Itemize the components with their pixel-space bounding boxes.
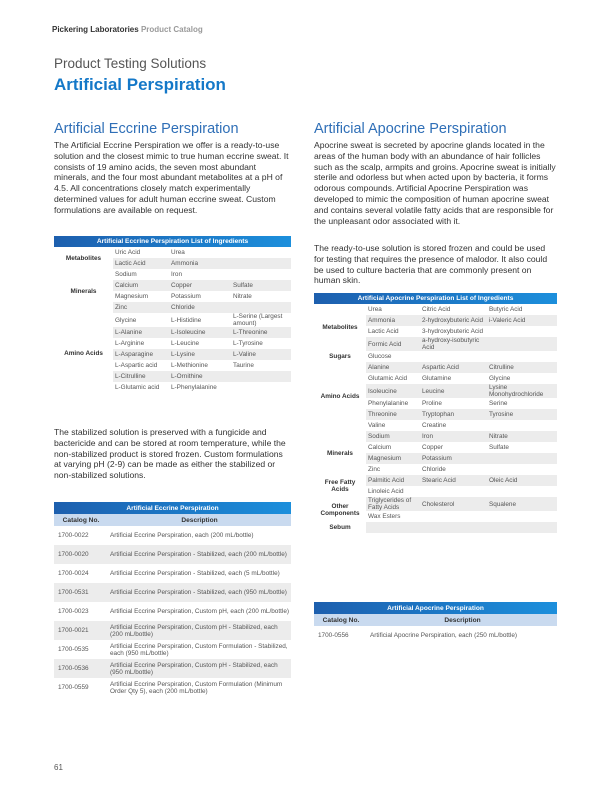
ingredient-cell [420,351,487,362]
ingredient-cell [487,464,557,475]
ingredient-cell: L-Arginine [115,340,145,347]
ingredient-cell [231,258,291,269]
catalog-description: Artificial Eccrine Perspiration, Custom Formulation - Stabilized, each (950 mL/bottle) [110,642,288,657]
ingredient-cell [420,486,487,497]
ingredient-cell: L-Threonine [231,327,291,338]
ingredient-cell: Linoleic Acid [368,488,404,495]
ingredient-cell: L-Serine (Largest amount) [233,313,283,327]
ingredient-cell: Cholesterol [420,497,487,511]
ingredient-cell: Chloride [422,466,446,473]
ingredient-cell: Phenylalanine [368,400,409,407]
ingredient-cell: Glucose [368,353,392,360]
eccrine-stabilized-text: The stabilized solution is preserved with a fungicide and bactericide and can be stored at room temperature, while the non-stabilized product is stored frozen. Custom formulations at varying pH (2-9) can be made as either the stabilized or non-stabilized solutions. [54,427,286,481]
catalog-description: Artificial Eccrine Perspiration, Custom pH - Stabilized, each (200 mL/bottle) [108,621,291,640]
ingredient-cell: L-Histidine [171,316,202,324]
ingredient-cell [487,420,557,431]
ingredient-group-label: Amino Acids [54,313,113,393]
ingredient-group-label: Minerals [54,269,113,313]
apocrine-col-catalog: Catalog No. [314,614,368,626]
ingredient-cell: Glutamine [422,375,452,382]
ingredient-row [314,351,557,362]
ingredient-cell: L-Citrulline [113,371,169,382]
catalog-row [54,621,291,640]
eccrine-intro: The Artificial Eccrine Perspiration we offer is a ready-to-use solution and the closest mimic to true human eccrine sweat. It consists of 19 amino acids, the seven most abundant minerals, and the four most abundant metabolites at a pH of 4.5. All concentrations closely match experimentally determined values for adult human eccrine sweat. Custom formulations are available on request. [54,140,289,215]
ingredient-cell: Triglycerides of Fatty Acids [366,497,420,511]
ingredient-cell [487,486,557,497]
ingredient-cell: Lysine Monohydrochloride [487,384,557,398]
ingredient-row [314,362,557,373]
ingredient-cell: Stearic Acid [420,475,487,486]
ingredient-group-label: Other Components [314,497,366,522]
ingredient-cell: Magnesium [115,293,149,300]
catalog-number: 1700-0022 [58,532,89,539]
ingredient-cell: Valine [368,422,386,429]
eccrine-col-catalog: Catalog No. [54,514,108,526]
ingredient-cell: Potassium [171,293,201,300]
ingredient-row [54,313,291,327]
catalog-description: Artificial Eccrine Perspiration - Stabilized, each (5 mL/bottle) [110,570,280,577]
catalog-number: 1700-0535 [58,646,89,653]
catalog-label: Product Catalog [140,25,203,34]
ingredient-cell: i-Valeric Acid [487,315,557,326]
ingredient-cell: Formic Acid [366,337,420,351]
catalog-number: 1700-0531 [54,583,108,602]
catalog-row [54,564,291,583]
ingredient-cell: Serine [489,400,508,407]
ingredient-cell: L-Alanine [113,327,169,338]
ingredient-cell: Citric Acid [422,306,451,313]
apocrine-col-description: Description [368,614,557,626]
ingredient-cell: Calcium [368,444,392,451]
ingredient-cell: 2-hydroxybuteric Acid [420,315,487,326]
apocrine-storage-text: The ready-to-use solution is stored frozen and could be used for testing that requires the presence of malodor. It also could be used to culture bacteria that are commonly present on human skin. [314,243,548,286]
ingredient-cell [231,247,291,258]
catalog-number: 1700-0559 [58,684,89,691]
ingredient-cell: Nitrate [233,293,252,300]
ingredient-cell: Tyrosine [487,409,557,420]
brand-name: Pickering Laboratories [52,25,139,34]
eccrine-catalog-heading: Artificial Eccrine Perspiration [54,502,291,514]
ingredient-group-label: Sebum [314,522,366,533]
ingredient-cell: L-Leucine [171,340,200,347]
ingredient-cell [231,371,291,382]
ingredient-group-label: Minerals [314,431,366,475]
ingredient-cell: Sodium [366,431,420,442]
ingredient-group-label: Free Fatty Acids [314,475,366,497]
ingredient-cell: L-Ornithine [169,371,231,382]
catalog-row [54,526,291,545]
ingredient-cell: Squalene [487,497,557,511]
ingredient-cell: Glutamic Acid [368,375,408,382]
ingredient-cell: Magnesium [366,453,420,464]
ingredient-cell: Citrulline [487,362,557,373]
ingredient-cell: Urea [171,249,185,256]
ingredient-group-label: Metabolites [314,304,366,351]
ingredient-cell: Zinc [113,302,169,313]
ingredient-cell: Nitrate [487,431,557,442]
ingredient-cell: Oleic Acid [487,475,557,486]
ingredient-row [314,304,557,315]
ingredient-cell: Calcium [113,280,169,291]
ingredient-cell: L-Aspartic acid [115,362,158,369]
ingredient-cell: Taurine [233,362,254,369]
ingredient-cell [420,522,487,533]
ingredient-cell: L-Asparagine [113,349,169,360]
catalog-description: Artificial Apocrine Perspiration, each (250 mL/bottle) [370,632,518,639]
ingredient-cell: Glycine [489,375,511,382]
ingredient-cell: Zinc [368,466,381,473]
ingredient-cell: Threonine [366,409,420,420]
ingredient-cell [487,351,557,362]
ingredient-cell: Creatine [422,422,447,429]
ingredient-cell [420,511,487,522]
ingredient-cell: Lactic Acid [113,258,169,269]
ingredient-cell: Sodium [115,271,137,278]
apocrine-catalog-heading: Artificial Apocrine Perspiration [314,602,557,614]
ingredient-cell: Palmitic Acid [366,475,420,486]
ingredient-cell [487,326,557,337]
ingredient-row [314,475,557,486]
ingredient-cell: Aspartic Acid [420,362,487,373]
ingredient-cell: L-Glutamic acid [115,384,160,391]
ingredient-cell: Sulfate [231,280,291,291]
catalog-description: Artificial Eccrine Perspiration, Custom Formulation (Minimum Order Qty 5), each (200 mL/bottle) [110,680,283,695]
ingredient-cell: Alanine [366,362,420,373]
ingredient-cell: a-hydroxy-isobutyric Acid [420,337,487,351]
apocrine-catalog-table [314,602,557,645]
ingredient-group-label: Amino Acids [314,362,366,431]
ingredient-cell [231,382,291,393]
ingredient-group-label: Metabolites [54,247,113,269]
catalog-number: 1700-0023 [58,608,89,615]
catalog-row [54,640,291,659]
ingredient-cell: Sulfate [489,444,509,451]
ingredient-row [314,497,557,511]
eccrine-ingredients-table [54,236,291,393]
brand-header [52,25,203,34]
catalog-number: 1700-0021 [54,621,108,640]
catalog-row [54,602,291,621]
ingredient-row [314,522,557,533]
catalog-description: Artificial Eccrine Perspiration, Custom pH, each (200 mL/bottle) [110,608,290,615]
ingredient-cell [231,269,291,280]
ingredient-cell: L-Isoleucine [169,327,231,338]
ingredient-cell: Glycine [115,316,137,324]
ingredient-cell: L-Methionine [171,362,208,369]
catalog-description: Artificial Eccrine Perspiration - Stabilized, each (200 mL/bottle) [108,545,291,564]
catalog-description: Artificial Eccrine Perspiration, each (200 mL/bottle) [110,532,254,539]
catalog-row [54,583,291,602]
ingredient-cell [487,453,557,464]
catalog-row [54,659,291,678]
ingredient-row [314,431,557,442]
eccrine-ingredients-heading: Artificial Eccrine Perspiration List of Ingredients [54,236,291,247]
eccrine-col-description: Description [108,514,291,526]
page-number: 61 [54,763,63,772]
catalog-number: 1700-0020 [54,545,108,564]
eccrine-catalog-table [54,502,291,697]
ingredient-cell [487,522,557,533]
ingredient-cell: 3-hydroxybuteric Acid [422,328,484,335]
ingredient-cell [231,302,291,313]
eccrine-title: Artificial Eccrine Perspiration [54,121,239,137]
ingredient-row [54,247,291,258]
ingredient-cell: Ammonia [366,315,420,326]
ingredient-cell: Copper [422,444,443,451]
catalog-row [314,626,557,645]
page-title: Artificial Perspiration [54,75,226,94]
ingredient-cell: Iron [420,431,487,442]
ingredient-cell: L-Lysine [169,349,231,360]
apocrine-ingredients-table [314,293,557,533]
ingredient-cell: L-Tyrosine [233,340,263,347]
ingredient-cell: Iron [171,271,183,278]
ingredient-cell [487,511,557,522]
ingredient-cell: Wax Esters [368,513,401,520]
catalog-number: 1700-0556 [318,632,349,639]
catalog-row [54,545,291,564]
apocrine-title: Artificial Apocrine Perspiration [314,121,507,137]
ingredient-cell: Copper [169,280,231,291]
ingredient-cell: Isoleucine [366,384,420,398]
ingredient-cell: Lactic Acid [368,328,399,335]
page-subtitle: Product Testing Solutions [54,56,207,71]
ingredient-row [54,269,291,280]
catalog-number: 1700-0536 [54,659,108,678]
ingredient-cell: L-Phenylalanine [171,384,217,391]
ingredient-cell: L-Valine [231,349,291,360]
ingredient-cell: Uric Acid [115,249,141,256]
apocrine-intro: Apocrine sweat is secreted by apocrine glands located in the areas of the human body with an abundance of hair follicles such as the scalp, armpits and groins. Apocrine sweat is initially sterile and odorless but when acted upon by bacteria, it forms odorous compounds. Artificial Apocrine Perspiration was developed to mimic the composition of human apocrine sweat and contains several volatile fatty acids that are responsible for the unpleasant odor associated with it. [314,140,556,226]
ingredient-group-label: Sugars [314,351,366,362]
catalog-row [54,678,291,697]
ingredient-cell: Butyric Acid [489,306,523,313]
ingredient-cell: Urea [368,306,382,313]
ingredient-cell [487,337,557,351]
ingredient-cell: Chloride [169,302,231,313]
catalog-number: 1700-0024 [58,570,89,577]
catalog-description: Artificial Eccrine Perspiration, Custom pH - Stabilized, each (950 mL/bottle) [108,659,291,678]
catalog-description: Artificial Eccrine Perspiration - Stabilized, each (950 mL/bottle) [108,583,291,602]
ingredient-cell: Tryptophan [420,409,487,420]
apocrine-ingredients-heading: Artificial Apocrine Perspiration List of Ingredients [314,293,557,304]
ingredient-cell [366,522,420,533]
ingredient-cell: Ammonia [169,258,231,269]
ingredient-cell: Potassium [420,453,487,464]
ingredient-cell: Proline [422,400,442,407]
ingredient-cell: Leucine [420,384,487,398]
